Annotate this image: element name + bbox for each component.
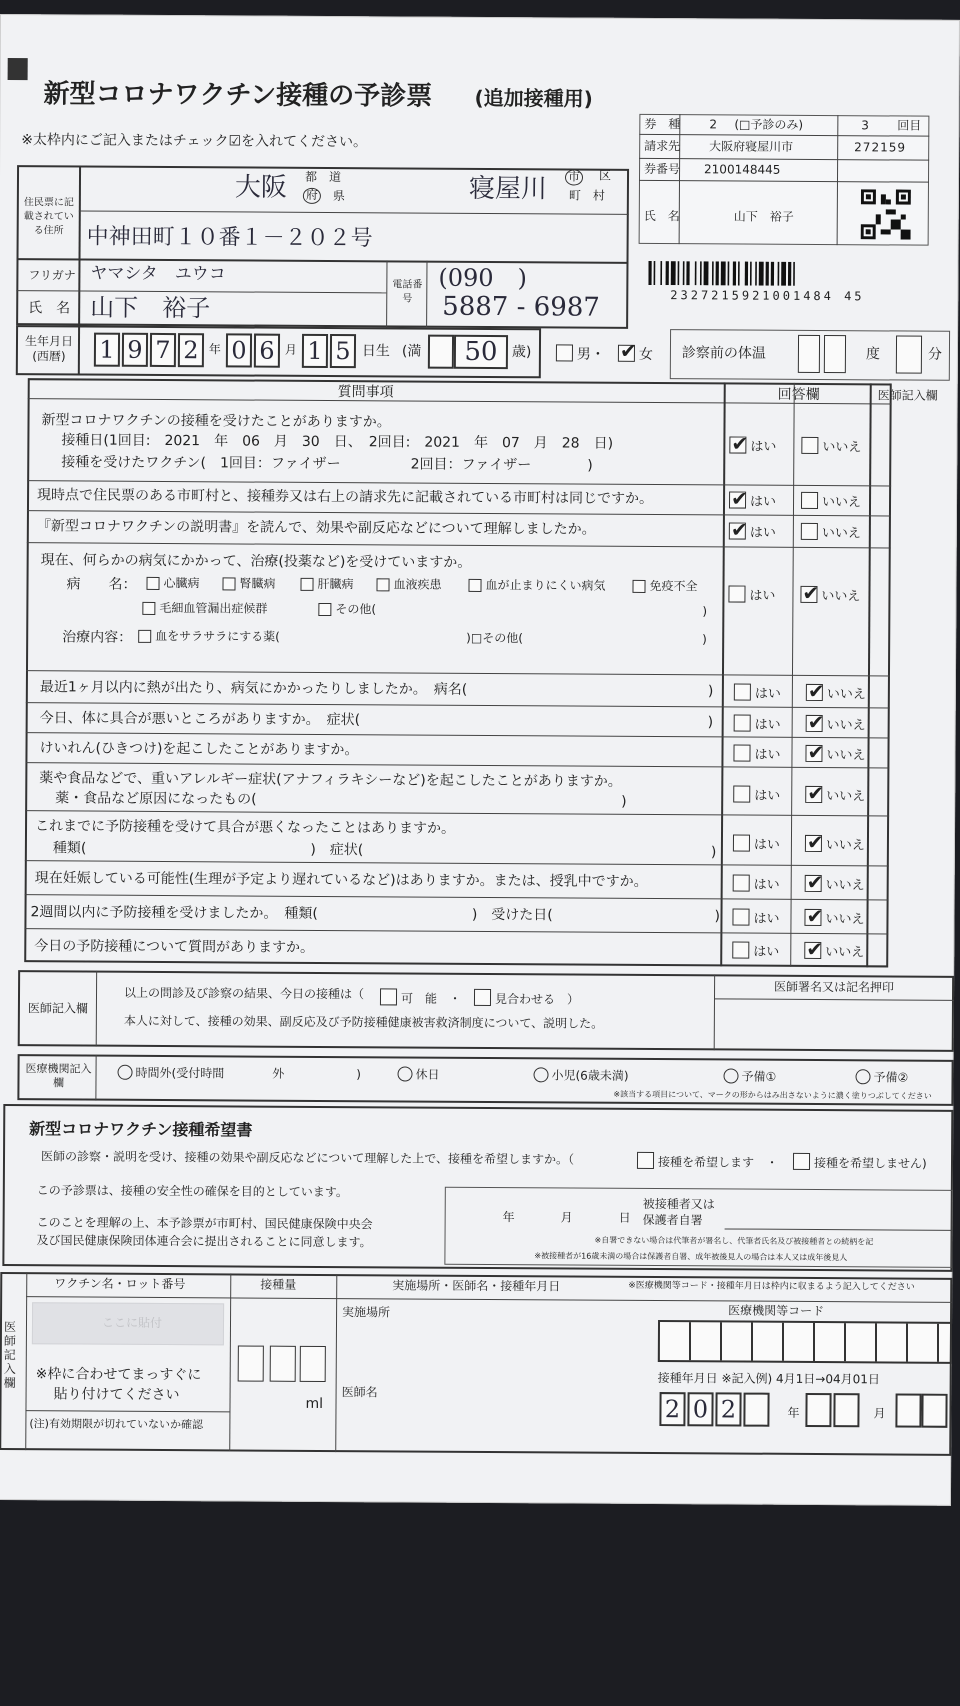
consent-want-option[interactable]: 接種を希望します ・: [637, 1152, 778, 1171]
q5-no[interactable]: ✔ いいえ: [806, 683, 866, 702]
birth-month-unit: 月: [284, 342, 298, 357]
question-10: 現在妊娠している可能性(生理が予定より遅れているなど)はありますか。または、授乳中ですか。: [34, 870, 648, 890]
age-value: 50: [454, 335, 508, 369]
ticket-name-label: 氏 名: [643, 208, 680, 224]
question-1-vaccine: 接種を受けたワクチン( 1回目：ファイザー 2回目：ファイザー ): [61, 454, 593, 474]
doctor-signature-label: 医師署名又は記名押印: [774, 979, 895, 995]
q10-no[interactable]: ✔ いいえ: [805, 874, 865, 893]
temperature-unit2: 分: [927, 346, 942, 363]
q6-no[interactable]: ✔ いいえ: [806, 714, 866, 733]
phone-line1: (090 ): [438, 263, 528, 293]
furigana-label: フリガナ: [28, 268, 76, 283]
clinic-reserve-2[interactable]: 予備②: [855, 1069, 908, 1085]
birth-day-unit: 日生: [361, 343, 390, 360]
birth-year-digit: 9: [122, 333, 148, 367]
temperature-fraction-box[interactable]: [896, 335, 922, 373]
consent-note-2: ※被接種者が16歳未満の場合は保護者自署、成年被後見人の場合は本人又は成年後見人: [534, 1251, 848, 1263]
question-12: 今日の予防接種について質問がありますか。: [34, 938, 315, 956]
furigana-value: ヤマシタ ユウコ: [90, 263, 226, 285]
dose-box[interactable]: [270, 1346, 296, 1382]
vaccination-month-digit[interactable]: [833, 1393, 859, 1427]
vaccination-year-digit: 2: [715, 1392, 741, 1426]
code-note: ※医療機関等コード・接種年月日は枠内に収まるよう記入してください: [628, 1280, 915, 1293]
birth-year-digit: 1: [94, 333, 120, 367]
billing-code: 272159: [854, 140, 907, 155]
answer-header: 回答欄: [777, 386, 820, 404]
q4-yes[interactable]: はい: [728, 584, 775, 603]
phone-line2: 5887 - 6987: [442, 291, 600, 323]
sex-male-option[interactable]: 男・: [556, 344, 605, 362]
vaccination-year-digit-empty[interactable]: [743, 1393, 769, 1427]
pref-suffix-bot: 県: [332, 189, 345, 204]
q9-yes[interactable]: はい: [733, 833, 780, 852]
sticker-instruction-1: ※枠に合わせてまっすぐに: [35, 1366, 202, 1384]
ticket-number-value: 2100148445: [704, 162, 781, 177]
consent-agree-1: このことを理解の上、本予診票が市町村、国民健康保険中央会: [36, 1215, 373, 1232]
q10-yes[interactable]: はい: [733, 873, 780, 892]
question-5: 最近1ヶ月以内に熱が出たり、病気にかかったりしましたか。 病名(: [39, 679, 468, 698]
form-title-sub: (追加接種用): [474, 85, 593, 111]
registration-mark: [8, 58, 28, 80]
consent-agree-2: 及び国民健康保険団体連合会に提出されることに同意します。: [36, 1233, 372, 1250]
billing-label: 請求先: [644, 138, 681, 154]
form-instruction: ※太枠内にご記入またはチェック☑を入れてください。: [21, 132, 368, 151]
q7-no[interactable]: ✔ いいえ: [805, 744, 865, 763]
q8-no[interactable]: ✔ いいえ: [805, 785, 865, 804]
clinic-reserve-1[interactable]: 予備①: [723, 1068, 776, 1084]
billing-value: 大阪府寝屋川市: [709, 139, 794, 154]
consent-date-day: 日: [618, 1210, 631, 1225]
q1-yes[interactable]: ✔はい: [729, 435, 776, 454]
sex-female-option[interactable]: ✔ 女: [618, 345, 653, 363]
qr-code-icon: [861, 189, 911, 239]
consent-purpose: この予診票は、接種の安全性の確保を目的としています。: [36, 1183, 348, 1200]
vaccination-month-unit: 月: [873, 1406, 886, 1421]
temperature-degree-box[interactable]: [824, 335, 846, 373]
q1-no[interactable]: いいえ: [801, 436, 861, 455]
sticker-instruction-2: 貼り付けてください: [53, 1386, 180, 1404]
age-prefix: (満: [401, 343, 422, 360]
q12-yes[interactable]: はい: [732, 940, 779, 959]
question-1-dates: 接種日(1回目: 2021 年 06 月 30 日、 2回目: 2021 年 07 月 28 日): [61, 432, 614, 452]
treatment-label: 治療内容：: [62, 629, 133, 646]
expiry-note: (注)有効期限が切れていないか確認: [29, 1417, 204, 1432]
q2-yes[interactable]: ✔ はい: [729, 490, 776, 509]
clinic-child[interactable]: 小児(6歳未満): [533, 1067, 628, 1083]
female-checkbox[interactable]: [618, 345, 635, 362]
disease-capillary[interactable]: 毛細血管漏出症候群: [142, 602, 267, 617]
disease-immune[interactable]: 免疫不全: [632, 580, 697, 594]
ticket-type-value: 2: [709, 117, 718, 132]
ticket-yoshin-only: (□予診のみ): [734, 117, 804, 132]
disease-kidney[interactable]: 腎臓病: [222, 577, 275, 591]
vaccination-month-digit[interactable]: [805, 1393, 831, 1427]
vaccination-year-digit: 0: [687, 1392, 713, 1426]
q3-yes[interactable]: ✔ はい: [729, 521, 776, 540]
pref-suffix-top: 都 道: [304, 169, 342, 185]
place-label: 実施場所: [342, 1305, 391, 1320]
age-unit: 歳): [511, 344, 532, 361]
doctor-ok-option[interactable]: 可 能 ・: [380, 988, 461, 1006]
vaccination-year-unit: 年: [787, 1405, 800, 1420]
dose-box[interactable]: [300, 1346, 326, 1382]
disease-blood[interactable]: 血液疾患: [376, 578, 441, 592]
vaccination-date-label: 接種年月日 ※記入例) 4月1日→04月01日: [657, 1371, 880, 1387]
consent-sign-label: 被接種者又は保護者自署: [642, 1196, 715, 1228]
q7-yes[interactable]: はい: [733, 743, 780, 762]
birth-year-unit: 年: [208, 342, 222, 357]
doctor-name-label: 医師名: [341, 1385, 378, 1400]
city-suffix-top: 市: [565, 169, 583, 185]
question-9: これまでに予防接種を受けて具合が悪くなったことはありますか。: [34, 818, 456, 837]
doctor-section-label: 医師記入欄: [27, 1001, 88, 1016]
question-4: 現在、何らかの病気にかかって、治療(投薬など)を受けていますか。: [40, 552, 472, 571]
clinic-after-hours[interactable]: 時間外(受付時間 外 ): [117, 1065, 360, 1082]
vaccination-year-digit: 2: [659, 1392, 685, 1426]
vaccination-day-digit[interactable]: [921, 1394, 947, 1428]
consent-title: 新型コロナワクチン接種希望書: [29, 1119, 253, 1140]
form-title: 新型コロナワクチン接種の予診票: [43, 79, 433, 112]
birth-year-digit: 7: [150, 333, 176, 367]
vaccination-day-digit[interactable]: [895, 1393, 921, 1427]
birth-month-digit: 0: [226, 333, 252, 367]
name-label: 氏 名: [28, 300, 71, 317]
q12-no[interactable]: ✔ いいえ: [804, 941, 864, 960]
treatment-other-close: ): [702, 632, 707, 647]
question-6: 今日、体に具合が悪いところがありますか。 症状(: [39, 710, 361, 729]
disease-liver[interactable]: 肝臓病: [300, 578, 353, 592]
consent-note-1: ※自署できない場合は代筆者が署名し、代筆者氏名及び被接種者との続柄を記: [594, 1235, 874, 1247]
ticket-number-label: 券番号: [644, 161, 681, 177]
consent-question: 医師の診察・説明を受け、接種の効果や副反応などについて理解した上で、接種を希望しますか。（: [40, 1149, 575, 1167]
question-1: 新型コロナワクチンの接種を受けたことがありますか。: [41, 412, 391, 431]
disease-heart[interactable]: 心臓病: [146, 577, 199, 591]
barcode-icon: [648, 261, 888, 286]
temperature-degree-box[interactable]: [798, 335, 820, 373]
ticket-type-label: 券 種: [644, 116, 681, 132]
disease-label: 病 名：: [66, 576, 137, 593]
doctor-judgment: 以上の問診及び診察の結果、今日の接種は（: [123, 985, 365, 1002]
q2-no[interactable]: いいえ: [801, 491, 861, 510]
clinic-note: ※該当する項目について、マークの形からはみ出さないように濃く塗りつぶしてください: [613, 1089, 932, 1101]
q3-no[interactable]: いいえ: [801, 522, 861, 541]
birth-day-digit: 5: [330, 334, 356, 368]
q6-yes[interactable]: はい: [734, 713, 781, 732]
dose-box[interactable]: [238, 1345, 264, 1381]
consent-date-month: 月: [560, 1210, 573, 1225]
prefecture-value: 大阪: [234, 172, 288, 203]
barcode-number: 2327215921001484 45: [670, 288, 865, 304]
vaccine-form-paper: 新型コロナワクチン接種の予診票 (追加接種用) ※太枠内にご記入またはチェック☑を入れてください。 券 種 2 (□予診のみ) 3 回目 請求先 大阪府寝屋川市 272159 券番号 2100148445 氏 名 山下 裕子 2327215921001484 45 住民票に記載されている住所 大阪 都 道 府 県 寝屋川 市 区 町 村 中神田町１０番１－２０２号 フリガナ ヤマシタ ユウコ 氏 名 山下 裕子 電話番号 (090 ) 5887 - 6987 生年月日(西暦) 1 9 7 2 年 0 6 月 1 5 日生 (満 50 歳) 男・ ✔ 女 診察前の体温 度 分 質問事項 回答欄 医師記入欄 新型コロナワクチンの接種を受けたことがありますか。 接種日(1回目: 2021 年 06 月 30 日、 2回目: 2021 年 07 月 28 日) 接種を受けたワクチン( 1回目：ファイザー 2回目：ファイザー ) ✔はい いいえ 現時点で住民票のある市町村と、接種券又は右上の請求先に記載されている市町村は同じですか。 ✔ はい いいえ 『新型コロナワクチンの説明書』を読んで、効果や副反応などについて理解しましたか。 ✔ はい いいえ 現在、何らかの病気にかかって、治療(投薬など)を受けていますか。 病 名： 心臓病 腎臓病 肝臓病 血液疾患 血が止まりにくい病気 免疫不全 毛細血管漏出症候群 その他( ) 治療内容： 血をサラサラにする薬( )□その他( ) はい ✔ いいえ 最近1ヶ月以内に熱が出たり、病気にかかったりしましたか。 病名( ) はい ✔ いいえ 今日、体に具合が悪いところがありますか。 症状( ) はい ✔ いいえ けいれん(ひきつけ)を起こしたことがありますか。 はい ✔ いいえ 薬や食品などで、重いアレルギー症状(アナフィラキシーなど)を起こしたことがありますか。 薬・食品など原因になったもの( ) はい ✔ いいえ これまでに予防接種を受けて具合が悪くなったことはありますか。 種類( ) 症状( ) はい ✔ いいえ 現在妊娠している可能性(生理が予定より遅れているなど)はありますか。または、授乳中ですか。 はい ✔ いいえ 2週間以内に予防接種を受けましたか。 種類( ) 受けた日( ) はい ✔ いいえ 今日の予防接種について質問がありますか。 はい ✔ いいえ 医師記入欄 以上の問診及び診察の結果、今日の接種は（ 可 能 ・ 見合わせる ） 本人に対して、接種の効果、副反応及び予防接種健康被害救済制度について、説明した。 医師署名又は記名押印 医療機関記入欄 時間外(受付時間 外 ) 休日 小児(6歳未満) 予備① 予備② ※該当する項目について、マークの形からはみ出さないように濃く塗りつぶしてください 新型コロナワクチン接種希望書 医師の診察・説明を受け、接種の効果や副反応などについて理解した上で、接種を希望しますか。（ 接種を希望します ・ 接種を希望しません) この予診票は、接種の安全性の確保を目的としています。 このことを理解の上、本予診票が市町村、国民健康保険中央会 及び国民健康保険団体連合会に提出されることに同意します。 年 月 日 被接種者又は保護者自署 ※自署できない場合は代筆者が署名し、代筆者氏名及び被接種者との続柄を記 ※被接種者が16歳未満の場合は保護者自署、成年被後見人の場合は本人又は成年後見人 医師記入欄 ワクチン名・ロット番号 接種量 実施場所・医師名・接種年月日 ※医療機関等コード・接種年月日は枠内に収まるよう記入してください ここに貼付 ※枠に合わせてまっすぐに 貼り付けてください (注)有効期限が切れていないか確認 ml 実施場所 医師名 医療機関等コード 接種年月日 ※記入例) 4月1日→04月01日 2 0 2 年 月: [0, 14, 960, 1506]
clinic-section-label: 医療機関記入欄: [25, 1062, 92, 1090]
address-label: 住民票に記載されている住所: [23, 197, 74, 237]
birth-month-digit: 6: [254, 334, 280, 368]
city-value: 寝屋川: [468, 173, 548, 205]
consent-date-year: 年: [502, 1210, 515, 1225]
question-7: けいれん(ひきつけ)を起こしたことがありますか。: [39, 740, 359, 759]
city-suffix-ward: 区: [598, 168, 612, 183]
disease-other-close: ): [702, 604, 708, 619]
clinic-holiday[interactable]: 休日: [397, 1066, 439, 1082]
doctor-postpone-option[interactable]: 見合わせる ）: [474, 989, 579, 1007]
question-9-detail: 種類( ) 症状(: [52, 840, 364, 859]
q8-yes[interactable]: はい: [733, 784, 780, 803]
q11-yes[interactable]: はい: [732, 907, 779, 926]
q9-no[interactable]: ✔ いいえ: [805, 834, 865, 853]
birth-year-digit: 2: [178, 333, 204, 367]
dose-header: 接種量: [260, 1277, 297, 1292]
ticket-dose-label: 回目: [897, 118, 922, 133]
question-3: 『新型コロナワクチンの説明書』を読んで、効果や副反応などについて理解しましたか。: [36, 518, 596, 538]
dose-unit: ml: [305, 1395, 324, 1412]
vaccine-header: ワクチン名・ロット番号: [54, 1276, 186, 1292]
disease-bleeding[interactable]: 血が止まりにくい病気: [468, 579, 605, 594]
ticket-name-value: 山下 裕子: [733, 209, 794, 224]
q5-yes[interactable]: はい: [734, 682, 781, 701]
treatment-blood-thinner[interactable]: 血をサラサラにする薬(: [138, 630, 280, 645]
male-checkbox[interactable]: [556, 344, 573, 361]
record-side-label: 医師記入欄: [3, 1320, 17, 1391]
pref-suffix-mid: 府: [303, 188, 321, 204]
sticker-hint: ここに貼付: [101, 1315, 163, 1331]
age-box-1: [428, 335, 454, 369]
question-8: 薬や食品などで、重いアレルギー症状(アナフィラキシーなど)を起こしたことがありますか。: [39, 770, 622, 790]
question-11: 2週間以内に予防接種を受けましたか。 種類( ) 受けた日(: [30, 904, 553, 924]
birth-day-digit: 1: [302, 334, 328, 368]
city-suffix-bot: 町 村: [568, 188, 605, 203]
birth-label: 生年月日(西暦): [24, 334, 74, 364]
temperature-unit: 度: [865, 346, 880, 363]
name-value: 山下 裕子: [90, 293, 211, 323]
clinic-code-boxes[interactable]: [658, 1320, 952, 1364]
doctor-explained: 本人に対して、接種の効果、副反応及び予防接種健康被害救済制度について、説明した。: [123, 1013, 604, 1031]
ticket-dose-value: 3: [861, 118, 870, 133]
q11-no[interactable]: ✔ いいえ: [804, 908, 864, 927]
question-8-cause: 薬・食品など原因になったもの(: [55, 790, 257, 808]
q4-no[interactable]: ✔ いいえ: [800, 585, 860, 604]
consent-not-want-option[interactable]: 接種を希望しません): [793, 1153, 927, 1172]
disease-other[interactable]: その他(: [318, 603, 376, 617]
code-header: 医療機関等コード: [728, 1303, 825, 1319]
treatment-other[interactable]: )□その他(: [466, 630, 523, 646]
place-header: 実施場所・医師名・接種年月日: [392, 1278, 561, 1294]
temperature-label: 診察前の体温: [681, 345, 766, 362]
doctor-col-header: 医師記入欄: [877, 388, 938, 403]
question-2: 現時点で住民票のある市町村と、接種券又は右上の請求先に記載されている市町村は同じですか。: [37, 487, 654, 507]
questions-header: 質問事項: [337, 384, 394, 401]
phone-label: 電話番号: [392, 279, 423, 305]
street-value: 中神田町１０番１－２０２号: [86, 224, 373, 252]
